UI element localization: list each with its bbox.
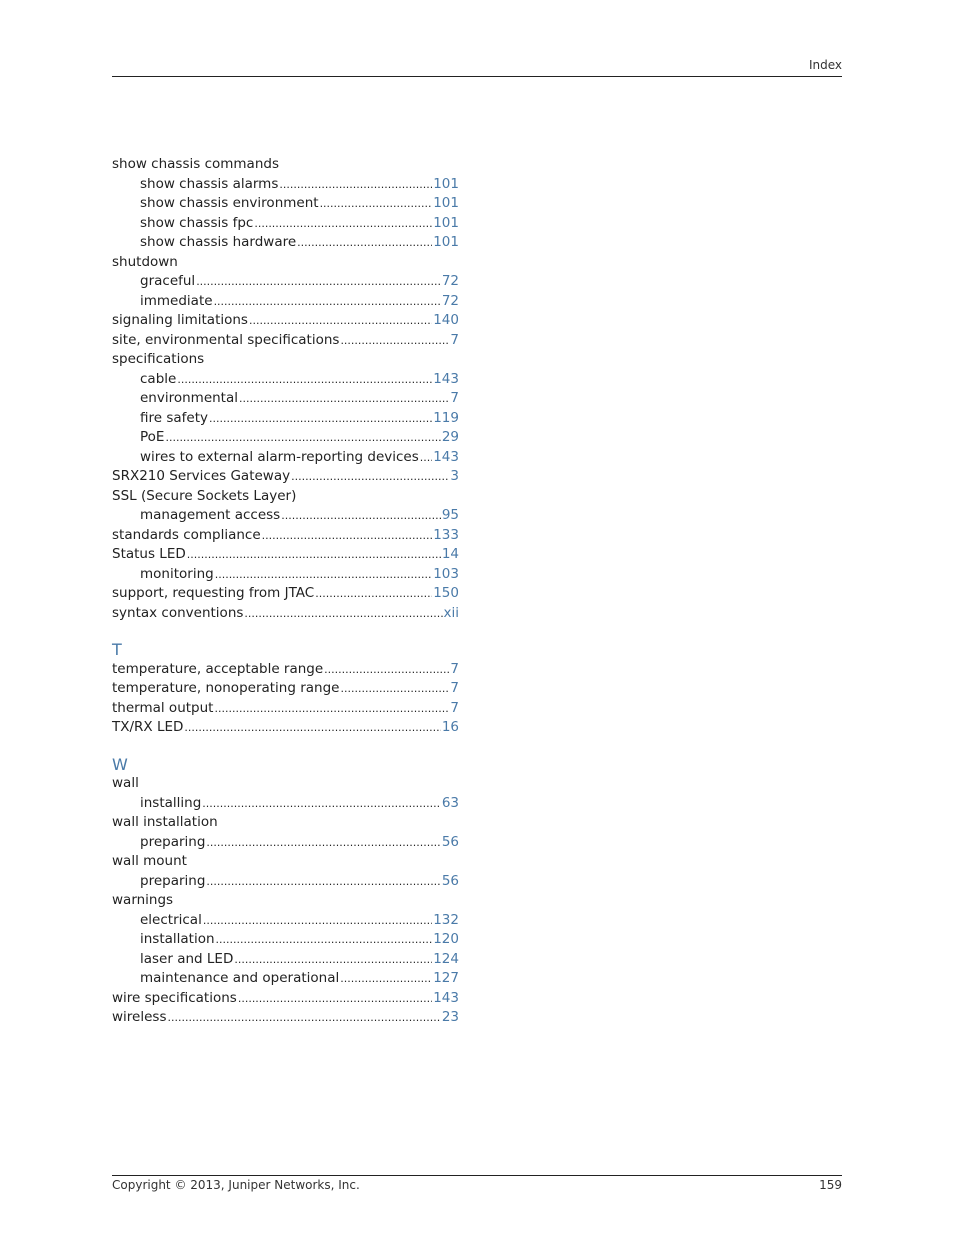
index-term: monitoring	[140, 565, 214, 582]
index-term: temperature, acceptable range	[112, 660, 324, 677]
index-subentry	[112, 950, 459, 970]
dot-leader	[249, 311, 432, 331]
index-subentry	[112, 930, 459, 950]
index-term: show chassis fpc	[140, 214, 254, 231]
index-term: wire specifications	[112, 989, 237, 1006]
dot-leader	[254, 214, 432, 234]
index-term: immediate	[140, 292, 213, 309]
index-term: SSL (Secure Sockets Layer)	[112, 487, 297, 504]
page-reference-link[interactable]: 101	[433, 234, 459, 250]
dot-leader	[177, 370, 432, 390]
index-entry	[112, 253, 459, 273]
index-list	[112, 155, 459, 1028]
index-term: specifications	[112, 351, 205, 367]
index-term: laser and LED	[140, 950, 234, 967]
page-reference-link[interactable]: 7	[450, 331, 459, 348]
index-entry	[112, 1008, 459, 1028]
dot-leader	[214, 292, 441, 312]
index-entry	[112, 679, 459, 699]
index-term: Status LED	[112, 546, 186, 562]
page-reference-link[interactable]: 16	[441, 719, 459, 735]
page-reference-link[interactable]: 7	[450, 390, 459, 406]
page-reference-link[interactable]: xii	[443, 604, 459, 621]
index-term: preparing	[140, 833, 206, 850]
index-subentry	[112, 565, 459, 585]
index-entry	[112, 331, 459, 351]
index-term: maintenance and operational	[140, 970, 340, 986]
index-term: standards compliance	[112, 526, 261, 543]
dot-leader	[209, 409, 432, 429]
index-term: site, environmental specifications	[112, 331, 340, 348]
page-reference-link[interactable]: 14	[441, 546, 459, 562]
page-reference-link[interactable]: 56	[441, 833, 459, 850]
page-reference-link[interactable]: 101	[433, 214, 459, 231]
index-term: SRX210 Services Gateway	[112, 468, 291, 484]
page-reference-link[interactable]: 124	[433, 950, 459, 967]
footer-rule	[112, 1175, 842, 1176]
index-subentry	[112, 833, 459, 853]
dot-leader	[234, 950, 432, 970]
index-entry	[112, 526, 459, 546]
page-reference-link[interactable]: 127	[433, 970, 459, 986]
index-term: show chassis commands	[112, 156, 279, 172]
dot-leader	[291, 467, 449, 487]
page-reference-link[interactable]: 101	[433, 195, 459, 211]
index-term: cable	[140, 370, 177, 387]
page-reference-link[interactable]: 150	[433, 585, 459, 601]
page-reference-link[interactable]: 29	[441, 429, 459, 445]
index-term: graceful	[140, 273, 196, 289]
dot-leader	[340, 969, 432, 989]
index-term: support, requesting from JTAC	[112, 585, 315, 601]
header-rule	[112, 76, 842, 77]
index-term: show chassis hardware	[140, 234, 297, 250]
page-reference-link[interactable]: 143	[433, 989, 459, 1006]
index-term: preparing	[140, 872, 206, 889]
index-entry	[112, 487, 459, 507]
page-reference-link[interactable]: 133	[433, 526, 459, 543]
index-subentry	[112, 233, 459, 253]
page-reference-link[interactable]: 3	[450, 468, 459, 484]
dot-leader	[202, 794, 441, 814]
dot-leader	[216, 930, 433, 950]
page-reference-link[interactable]: 63	[441, 794, 459, 811]
dot-leader	[196, 272, 441, 292]
index-term: wall mount	[112, 853, 187, 869]
index-term: wires to external alarm-reporting devices	[140, 448, 419, 465]
index-subentry	[112, 448, 459, 468]
dot-leader	[215, 565, 433, 585]
dot-leader	[206, 833, 440, 853]
dot-leader	[340, 331, 449, 351]
index-term: temperature, nonoperating range	[112, 680, 340, 696]
dot-leader	[187, 545, 441, 565]
dot-leader	[165, 428, 440, 448]
index-entry	[112, 852, 459, 872]
index-term: installation	[140, 931, 215, 947]
index-term: TX/RX LED	[112, 719, 184, 735]
dot-leader	[320, 194, 433, 214]
index-term: environmental	[140, 390, 239, 406]
index-term: installing	[140, 794, 202, 811]
index-entry	[112, 155, 459, 175]
index-subentry	[112, 389, 459, 409]
index-term: PoE	[140, 429, 165, 445]
dot-leader	[297, 233, 432, 253]
page-reference-link[interactable]: 103	[433, 565, 459, 582]
index-term: wireless	[112, 1009, 167, 1025]
page-reference-link[interactable]: 143	[433, 370, 459, 387]
index-subentry	[112, 175, 459, 195]
dot-leader	[324, 660, 449, 680]
dot-leader	[184, 718, 440, 738]
index-term: management access	[140, 507, 281, 523]
dot-leader	[214, 699, 449, 719]
page-reference-link[interactable]: 101	[433, 175, 459, 192]
index-subentry	[112, 292, 459, 312]
index-subentry	[112, 370, 459, 390]
index-term: show chassis environment	[140, 195, 319, 211]
index-term: wall installation	[112, 814, 218, 830]
index-entry	[112, 891, 459, 911]
page-reference-link[interactable]: 23	[441, 1009, 459, 1025]
dot-leader	[281, 506, 441, 526]
index-entry	[112, 699, 459, 719]
page-reference-link[interactable]: 7	[450, 660, 459, 677]
index-term: wall	[112, 775, 139, 791]
page-reference-link[interactable]: 7	[450, 699, 459, 716]
index-term: electrical	[140, 911, 202, 928]
page-reference-link[interactable]: 119	[433, 409, 459, 426]
index-entry	[112, 467, 459, 487]
index-subentry	[112, 794, 459, 814]
index-term: syntax conventions	[112, 604, 244, 621]
page-reference-link[interactable]: 140	[433, 312, 459, 328]
copyright-notice: Copyright © 2013, Juniper Networks, Inc.	[112, 1178, 360, 1192]
page-reference-link[interactable]: 72	[441, 292, 459, 309]
index-subentry	[112, 872, 459, 892]
dot-leader	[262, 526, 433, 546]
index-entry	[112, 584, 459, 604]
index-entry	[112, 350, 459, 370]
page-reference-link[interactable]: 120	[433, 931, 459, 947]
index-term: thermal output	[112, 699, 214, 716]
dot-leader	[340, 679, 449, 699]
page-number: 159	[819, 1178, 842, 1192]
dot-leader	[167, 1008, 440, 1028]
index-entry	[112, 311, 459, 331]
page-reference-link[interactable]: 56	[441, 872, 459, 889]
dot-leader	[244, 604, 442, 624]
index-entry	[112, 774, 459, 794]
index-letter-heading: W	[112, 754, 128, 774]
index-subentry	[112, 506, 459, 526]
index-entry	[112, 660, 459, 680]
dot-leader	[238, 989, 432, 1009]
dot-leader	[206, 872, 440, 892]
index-term: fire safety	[140, 409, 209, 426]
page-reference-link[interactable]: 143	[433, 448, 459, 465]
dot-leader	[239, 389, 449, 409]
page-reference-link[interactable]: 95	[441, 507, 459, 523]
index-term: show chassis alarms	[140, 175, 279, 192]
index-subentry	[112, 272, 459, 292]
index-subentry	[112, 428, 459, 448]
index-entry	[112, 989, 459, 1009]
index-subentry	[112, 214, 459, 234]
page-reference-link[interactable]: 72	[441, 273, 459, 289]
index-subentry	[112, 911, 459, 931]
dot-leader	[203, 911, 432, 931]
index-term: signaling limitations	[112, 312, 248, 328]
dot-leader	[420, 448, 432, 468]
dot-leader	[279, 175, 432, 195]
index-term: warnings	[112, 892, 174, 908]
index-entry	[112, 545, 459, 565]
index-letter-heading: T	[112, 640, 122, 659]
dot-leader	[315, 584, 432, 604]
index-term: shutdown	[112, 253, 178, 270]
index-subentry	[112, 409, 459, 429]
index-entry	[112, 718, 459, 738]
index-subentry	[112, 969, 459, 989]
page-reference-link[interactable]: 7	[450, 680, 459, 696]
page-reference-link[interactable]: 132	[433, 911, 459, 928]
running-header: Index	[808, 58, 842, 72]
index-subentry	[112, 194, 459, 214]
index-entry	[112, 604, 459, 624]
index-entry	[112, 813, 459, 833]
